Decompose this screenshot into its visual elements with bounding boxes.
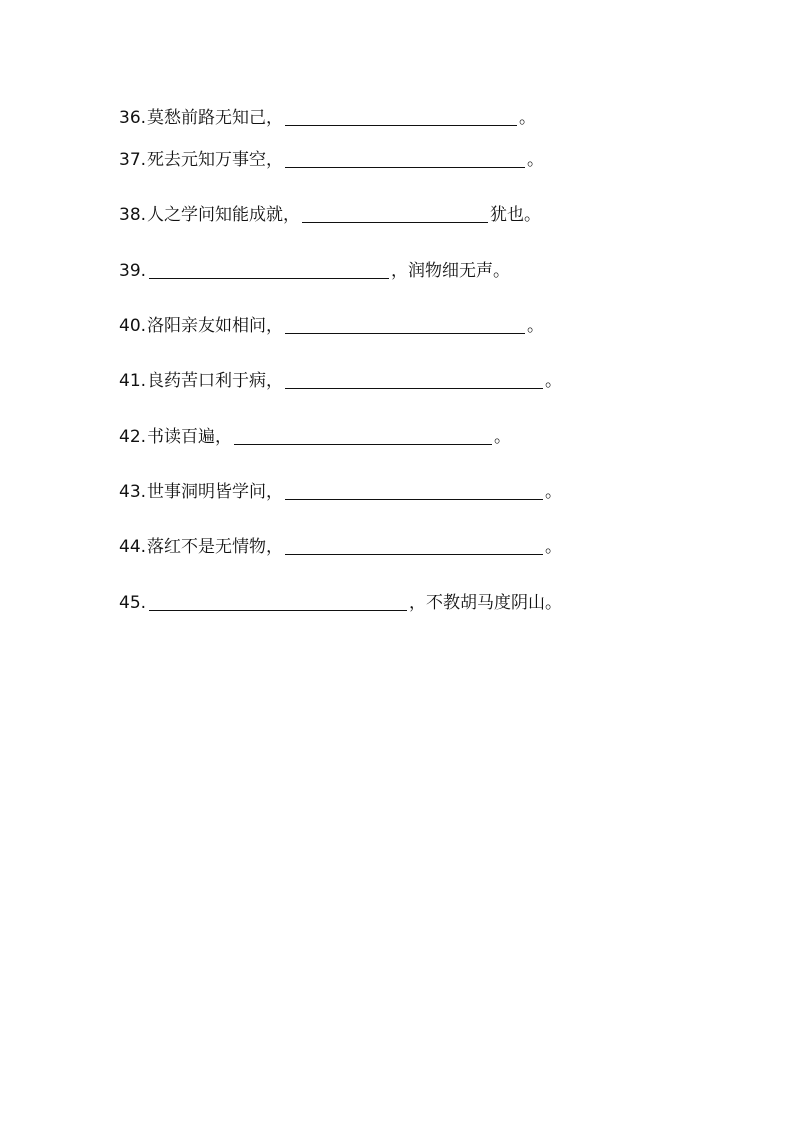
question-suffix: 。: [527, 316, 545, 336]
question-suffix: 犹也。: [490, 205, 542, 225]
question-41: [119, 367, 562, 391]
answer-blank[interactable]: [234, 428, 492, 445]
question-prompt: 莫愁前路无知己，: [147, 108, 284, 128]
question-prompt: 良药苦口利于病，: [147, 371, 284, 391]
question-40: [119, 312, 544, 336]
question-suffix: 。: [527, 150, 545, 170]
question-suffix: 。: [494, 427, 512, 447]
answer-blank[interactable]: [285, 538, 543, 555]
answer-blank[interactable]: [285, 317, 525, 334]
question-prompt: 书读百遍，: [147, 427, 233, 447]
answer-blank[interactable]: [149, 594, 407, 611]
question-number: 43.: [119, 482, 147, 502]
answer-blank[interactable]: [285, 483, 543, 500]
question-prompt: 人之学问知能成就，: [147, 205, 301, 225]
question-suffix: 。: [545, 482, 563, 502]
answer-blank[interactable]: [285, 151, 525, 168]
question-prompt: 洛阳亲友如相问，: [147, 316, 284, 336]
question-number: 37.: [119, 150, 147, 170]
answer-blank[interactable]: [285, 372, 543, 389]
question-number: 36.: [119, 108, 147, 128]
question-prompt: 世事洞明皆学问，: [147, 482, 284, 502]
answer-blank[interactable]: [149, 262, 389, 279]
question-number: 42.: [119, 427, 147, 447]
question-42: [119, 423, 511, 447]
question-number: 41.: [119, 371, 147, 391]
question-suffix: ，润物细无声。: [391, 261, 511, 281]
question-37: [119, 146, 544, 170]
question-number: 45.: [119, 593, 147, 613]
question-suffix: 。: [519, 108, 537, 128]
question-suffix: 。: [545, 537, 563, 557]
question-38: [119, 201, 541, 225]
question-prompt: 落红不是无情物，: [147, 537, 284, 557]
answer-blank[interactable]: [302, 206, 488, 223]
question-number: 44.: [119, 537, 147, 557]
question-44: [119, 533, 562, 557]
question-39: [119, 257, 510, 281]
question-number: 38.: [119, 205, 147, 225]
answer-blank[interactable]: [285, 109, 517, 126]
question-number: 39.: [119, 261, 147, 281]
question-prompt: 死去元知万事空，: [147, 150, 284, 170]
question-suffix: ，不教胡马度阴山。: [409, 593, 563, 613]
question-number: 40.: [119, 316, 147, 336]
question-43: [119, 478, 562, 502]
question-suffix: 。: [545, 371, 563, 391]
question-36: [119, 104, 536, 128]
question-45: [119, 589, 562, 613]
